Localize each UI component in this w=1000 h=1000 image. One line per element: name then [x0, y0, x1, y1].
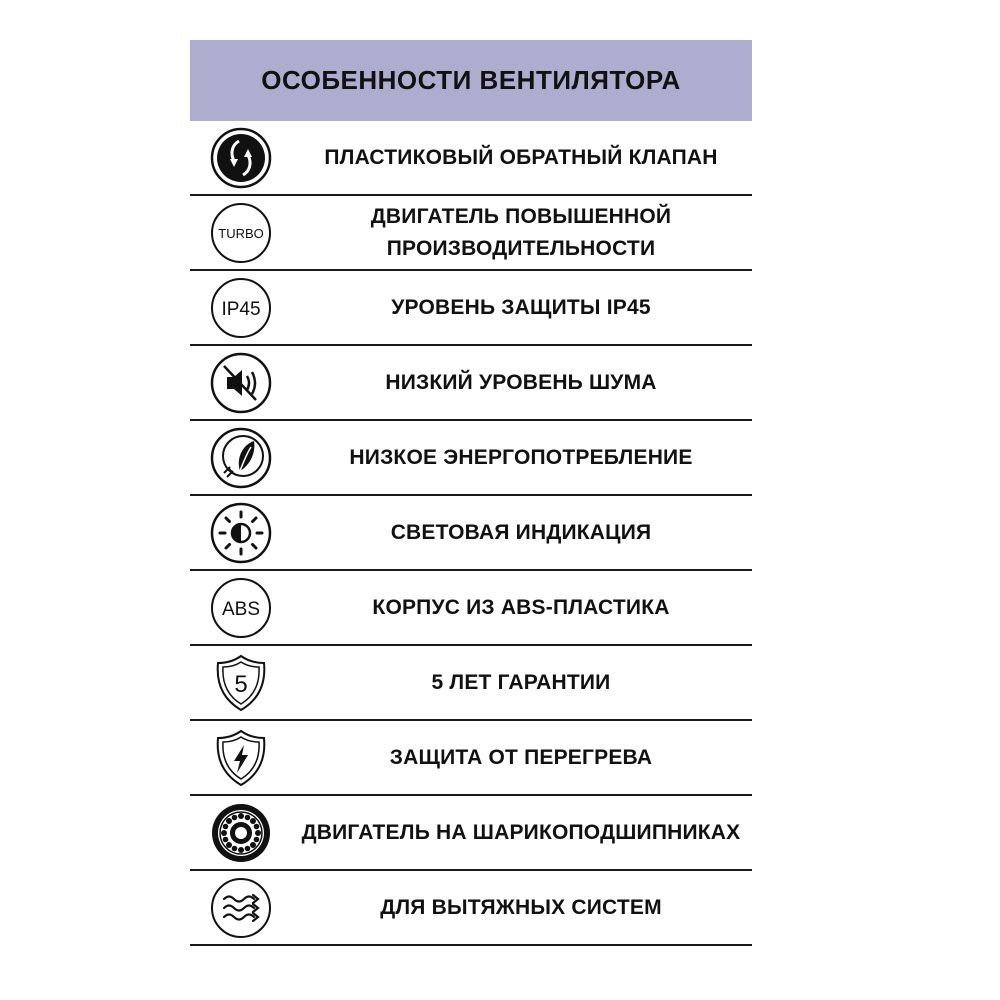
check-valve-icon: [210, 127, 272, 189]
turbo-icon: [210, 202, 272, 264]
abs-icon: [210, 577, 272, 639]
feature-label: ДВИГАТЕЛЬ НА ШАРИКОПОДШИПНИКАХ: [301, 820, 741, 844]
feature-label: КОРПУС ИЗ ABS-ПЛАСТИКА: [372, 595, 670, 619]
features-header: [190, 40, 752, 121]
page-title: ОСОБЕННОСТИ ВЕНТИЛЯТОРА: [261, 65, 681, 95]
turbo-icon-text: TURBO: [218, 225, 264, 241]
feature-label: СВЕТОВАЯ ИНДИКАЦИЯ: [390, 520, 652, 544]
feature-label: УРОВЕНЬ ЗАЩИТЫ IP45: [391, 295, 651, 319]
feature-label: ДЛЯ ВЫТЯЖНЫХ СИСТЕМ: [380, 895, 662, 919]
feature-row-low-energy: [190, 421, 752, 496]
feature-row-ball-bearing: [190, 796, 752, 871]
feature-row-abs: [190, 571, 752, 646]
feature-row-light-indication: [190, 496, 752, 571]
feature-label: 5 ЛЕТ ГАРАНТИИ: [431, 670, 611, 694]
feature-row-exhaust: [190, 871, 752, 946]
abs-icon-text: ABS: [221, 598, 261, 620]
feature-row-ip45: [190, 271, 752, 346]
shield-5-icon: [210, 652, 272, 714]
feature-row-overheat: [190, 721, 752, 796]
feature-label: НИЗКИЙ УРОВЕНЬ ШУМА: [385, 370, 657, 394]
muted-speaker-icon: [210, 352, 272, 414]
feature-label: ДВИГАТЕЛЬ ПОВЫШЕННОЙ ПРОИЗВОДИТЕЛЬНОСТИ: [370, 204, 672, 260]
shield-lightning-icon: [210, 727, 272, 789]
feature-row-warranty: [190, 646, 752, 721]
feature-row-turbo: [190, 196, 752, 271]
feature-label: НИЗКОЕ ЭНЕРГОПОТРЕБЛЕНИЕ: [349, 445, 693, 469]
feature-label: ЗАЩИТА ОТ ПЕРЕГРЕВА: [389, 745, 653, 769]
ip45-icon: [210, 277, 272, 339]
light-indicator-icon: [210, 502, 272, 564]
feature-label: ПЛАСТИКОВЫЙ ОБРАТНЫЙ КЛАПАН: [324, 145, 718, 169]
shield-5-icon-text: 5: [234, 670, 248, 698]
feature-row-low-noise: [190, 346, 752, 421]
feature-row-check-valve: [190, 121, 752, 196]
airflow-waves-icon: [210, 877, 272, 939]
features-panel: [190, 40, 752, 946]
leaf-plug-icon: [210, 427, 272, 489]
ball-bearing-icon: [210, 802, 272, 864]
ip45-icon-text: IP45: [221, 298, 261, 320]
